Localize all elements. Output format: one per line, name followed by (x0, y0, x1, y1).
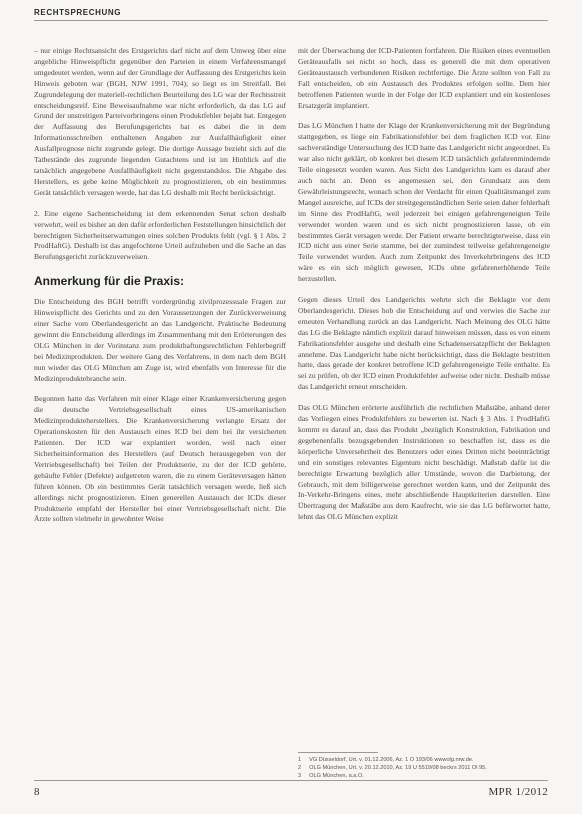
header-divider (34, 20, 548, 21)
footnote (298, 756, 550, 764)
journal-issue: MPR 1/2012 (488, 786, 548, 798)
section-header: RECHTSPRECHUNG (34, 8, 122, 17)
footnote-text: OLG München, Urt. v. 20.12.2010, Az. 19 U 5519/08 beckrs 2011 Ol 95. (309, 765, 487, 771)
body-paragraph: Gegen dieses Urteil des Landgerichts wehrte sich die Beklagte vor dem Oberlandesgericht. Dieses hob die Entscheidung auf und verwies die Sache zur erneuten Verhandlung zurück an das Landgericht. Nach Meinung des OLG hätte das LG die Beklagte nämlich explizit darauf hinweisen müssen, dass es von einem Fabrikationsfehler ausgehe und deshalb eine Schadensersatzpflicht der Beklagten annehme. Das Landgericht habe nicht berücksichtigt, dass die Beklagte bestritten hatte, dass gerade der konkret betroffene ICD gefahrengeneigte Teile enthalte. Es sei zu prüfen, ob der ICD einen Produktfehler aufweise oder nicht. Deshalb müsse das Landgericht erneut entscheiden. (298, 295, 550, 392)
note-heading: Anmerkung für die Praxis: (34, 274, 185, 289)
footnote-number: 1 (298, 757, 302, 763)
body-paragraph: Das LG München I hatte der Klage der Krankenversicherung mit der Begründung stattgegeben, es liege ein Fabrikationsfehler bei dem fraglichen ICD vor. Eine sachverständige Untersuchung des ICD hatte das Landgericht nicht angeordnet. Es war also nicht geklärt, ob konkret bei diesem ICD tatsächlich gefahrenmindernde Teile eingesetzt worden waren. Aus Sicht des Landgerichts kam es darauf aber auch nicht an. Denn es angemessen sei, den Grundsatz aus dem Gewährleistungsrecht, wonach schon der Verdacht für einen Qualitätsmangel zum Mangel ausreiche, auf ICDs der streitgegenständlichen Serie seien daher fehlerhaft im Sinne des ProdHaftG, weil jederzeit bei einigen gefahrengeneigten Teile verwendet worden waren und es sich nicht prognostizieren lasse, ob ein bestimmtes Gerät versagen werde. Der Patient erwarte berechtigterweise, dass ein ICD nicht aus einer Serie stamme, bei der zumindest teilweise gefahrengeneigte Teile verwendet wurden. Auch zum Zeitpunkt des Inverkehrbringens des ICD wäre es ein sich möglich gewesen, ICDs ohne gefahrenerhöhende Teile herzustellen. (298, 121, 550, 284)
body-paragraph: – nur einige Rechtsansicht des Erstgerichts darf nicht auf dem Umweg über eine angebliche Hinweispflicht gegenüber den Parteien in einem Verfahrensmangel umgedeutet werden, wenn auf der Grundlage der Auffassung des Erstgerichts kein Hinweis geboten war (BGH, NJW 1991, 704); so liegt es im Streitfall. Bei Zugrundelegung der materiell-rechtlichen Beurteilung des LG war der Rechtsstreit entscheidungsreif. Eine Beweisaufnahme war nicht erforderlich, da das LG auf Grund der unstreitigen Parteivorbringens einen Produktfehler bejaht hat. Entgegen der Auffassung des Berufungsgerichts hat es dabei die in dem Informationsschreiben enthaltenen Angaben zur Ausfallhäufigkeit einer Ausfallprognose nicht zugrunde gelegt. Die dortige Aussage bezieht sich auf die Tatbestände des zugrunde liegenden Gutachtens und ist im Hinblick auf die tatsächlich angegebene Ausfallhäufigkeit nicht gegenstandslos. Die Abgabe des Herstellers, es gebe keine Möglichkeit zu prognostizieren, ob ein bestimmtes Gerät tatsächlich versagen werde, hat das LG deshalb mit Recht berücksichtigt. (34, 46, 286, 197)
footnote-divider (298, 752, 378, 753)
footnote-text: OLG München, a.a.O. (309, 773, 364, 779)
footer-divider (34, 780, 548, 781)
footnotes (298, 752, 550, 780)
note-paragraph: Die Entscheidung des BGH betrifft vordergründig zivilprozessuale Fragen zur Hinweispflicht des Gerichts und zu den Voraussetzungen der Zurückverweisung einer Sache vom Oberlandesgericht an das Landgericht. Praktische Bedeutung gewinnt die Entscheidung allerdings im Zusammenhang mit den Erörterungen des OLG München in der Vorinstanz zum produkthaftungsrechtlichen Fehlerbegriff bei Medizinprodukten. Der weitere Gang des Verfahrens, in dem nach dem BGH nun wieder das OLG München am Zuge ist, wird ebenfalls von Interesse für die Medizinproduktebranche sein. (34, 297, 286, 383)
body-paragraph: 2. Eine eigene Sachentscheidung ist dem erkennenden Senat schon deshalb verwehrt, weil es bisher an den dafür erforderlichen Feststellungen hinsichtlich der berechtigten Sicherheitserwartungen eines solchen Produkts fehlt (vgl. § 1 Abs. 2 ProdHaftG). Deshalb ist das angefochtene Urteil aufzuheben und die Sache an das Berufungsgericht zurückzuverweisen. (34, 208, 286, 262)
footnote-number: 3 (298, 773, 302, 779)
footnote-text: VG Düsseldorf, Urt. v. 01.12.2006, Az. 1 O 193/06 wwwolg.nrw.de. (309, 757, 474, 763)
footnote (298, 764, 550, 772)
body-paragraph: Das OLG München erörterte ausführlich die rechtlichen Maßstäbe, anhand derer das Vorliegen eines Produktfehlers zu bewerten ist. Nach § 3 Abs. 1 ProdHaftG kommt es darauf an, dass das Produkt „bezüglich Konstruktion, Fabrikation und gegebenenfalls bezugsgebenden Instruktionen so beschaffen ist, dass es die körperliche Unversehrtheit des Benutzers oder eines Dritten nicht beeinträchtigt und ein sonstiges relevantes Eigentum nicht beschädigt. Maßstab dafür ist die berechtigte Erwartung bezüglich aller Umstände, wovon die Darbietung, der Gebrauch, mit dem billigerweise gerechnet werden kann, und der Zeitpunkt des In-Verkehr-Bringens eines, mehr abschließende Hauptkriterien darstellen. Eine Übertragung der Maßstäbe aus dem Kaufrecht, wie sie das LG befürwortet hatte, lehnt das OLG München explizit (298, 403, 550, 522)
left-column (34, 46, 286, 774)
right-column (298, 46, 550, 744)
body-paragraph: mit der Überwachung der ICD-Patienten fortfahren. Die Risiken eines eventuellen Geräteausfalls sei nicht so hoch, dass es generell die mit dem operativen Geräteaustausch verbundenen Risiken rechtfertige. Die Ärzte sollten von Fall zu Fall entscheiden, ob ein Austausch des Produktes erfolgen sollte. Dem hier betroffenen Patienten wurde in der Folge der ICD explantiert und ein kostenloses Ersatzgerät implantiert. (298, 46, 550, 110)
page-number: 8 (34, 786, 40, 798)
footnote (298, 772, 550, 780)
note-paragraph: Begonnen hatte das Verfahren mit einer Klage einer Krankenversicherung gegen die deutsche Vertriebsgesellschaft eines US-amerikanischen Medizinprodukteherstellers. Die Krankenversicherung verlangte Ersatz der Operationskosten für den Austausch eines ICD bei dem bei ihr versicherten Patienten. Der ICD war explantiert worden, weil nach einer Sicherheitsinformation des Herstellers (auf Deutsch herausgegeben von der Vertriebsgesellschaft) bei Teilen der Produktserie, zu der der ICD gehörte, gehäufte Fehler (Defekte) aufgetreten waren, die zu einem Geräteversagen hätten führen können. Ob ein bestimmtes Gerät tatsächlich versagen werde, ließ sich allerdings nicht prognostizieren. Einen generellen Austausch der ICDs dieser Produktserie empfahl der Hersteller bei einer Vertriebsgesellschaft nicht. Die Ärzte sollten vielmehr in gewohnter Weise (34, 394, 286, 524)
footnote-number: 2 (298, 765, 302, 771)
